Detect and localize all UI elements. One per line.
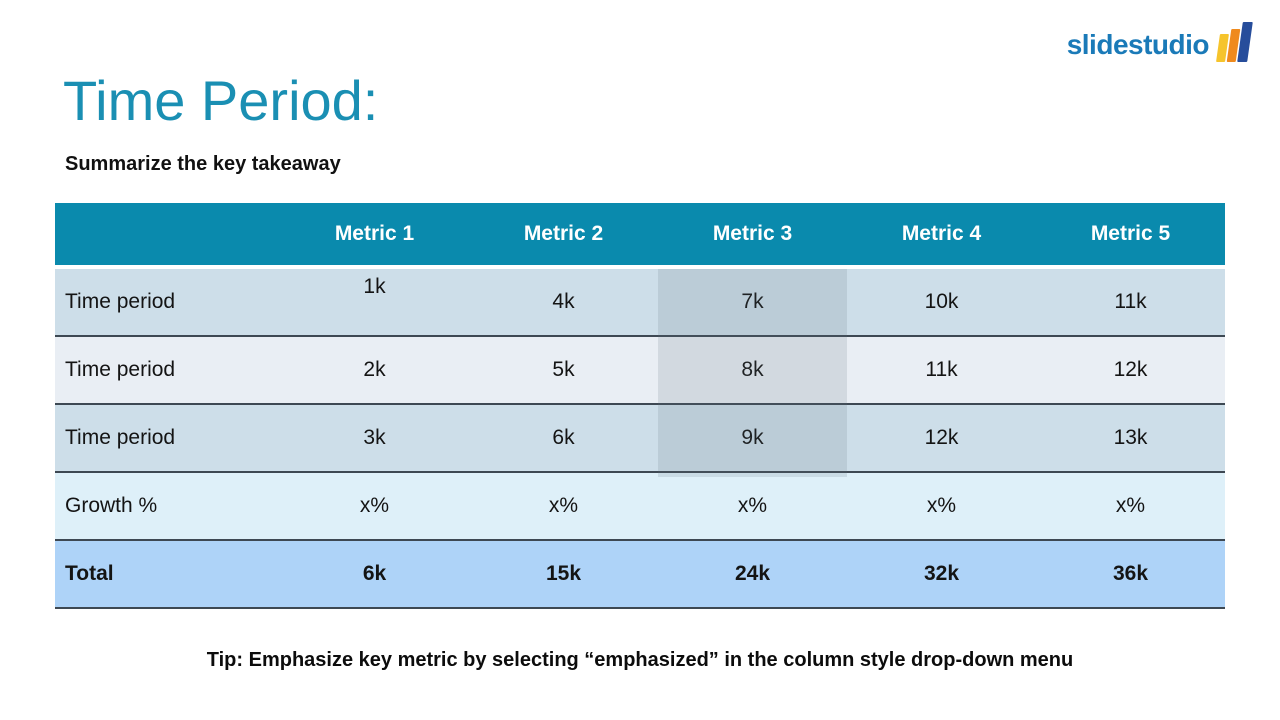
slidestudio-bars-icon [1216,24,1252,66]
table-cell: 7k [741,290,764,313]
table-row-growth [55,473,1225,541]
table-cell: 3k [363,426,386,449]
table-cell: 6k [552,426,575,449]
table-cell: 13k [1113,426,1148,449]
table-cell: 4k [552,290,575,313]
table-cell: x% [359,494,390,517]
table-cell: 36k [1112,562,1149,585]
logo-text: slidestudio [1066,29,1209,60]
table-cell: x% [737,494,768,517]
subtitle: Summarize the key takeaway [65,153,341,175]
table-row [55,269,1225,337]
table-header-row [55,203,1225,265]
row-label: Time period [65,290,176,313]
table-cell: x% [548,494,579,517]
table-cell: 10k [924,290,959,313]
table-cell: 11k [925,358,958,381]
logo [1067,24,1252,66]
table-cell: 1k [363,275,386,298]
row-label: Time period [65,358,176,381]
bar-navy [1237,22,1253,62]
table-cell: x% [1115,494,1146,517]
row-label: Growth % [65,494,158,517]
tip-text [0,649,1280,672]
table-cell: 8k [741,358,764,381]
table-cell: 2k [363,358,386,381]
table-cell: 9k [741,426,764,449]
table-cell: 11k [1114,290,1147,313]
table-body [55,269,1225,609]
header-cell-metric-3: Metric 3 [712,222,793,245]
table-cell: 32k [923,562,960,585]
page-title: Time Period: [63,69,379,132]
tip-body: Emphasize key metric by selecting “emphasized” in the column style drop-down menu [243,649,1074,671]
table-cell: 15k [545,562,582,585]
table-cell: 6k [362,562,387,585]
header-cell-metric-2: Metric 2 [523,222,604,245]
row-label: Time period [65,426,176,449]
table-cell: 5k [552,358,575,381]
row-label: Total [65,562,114,585]
header-cell-metric-1: Metric 1 [334,222,415,245]
table-cell: 12k [924,426,959,449]
table-cell: 12k [1113,358,1148,381]
data-table [55,203,1225,609]
header-cell-metric-4: Metric 4 [901,222,982,245]
table-cell: 24k [734,562,771,585]
table-cell: x% [926,494,957,517]
tip-label: Tip: [206,649,244,671]
table-row-total [55,541,1225,609]
table-row [55,337,1225,405]
header-cell-metric-5: Metric 5 [1090,222,1171,245]
table-row [55,405,1225,473]
